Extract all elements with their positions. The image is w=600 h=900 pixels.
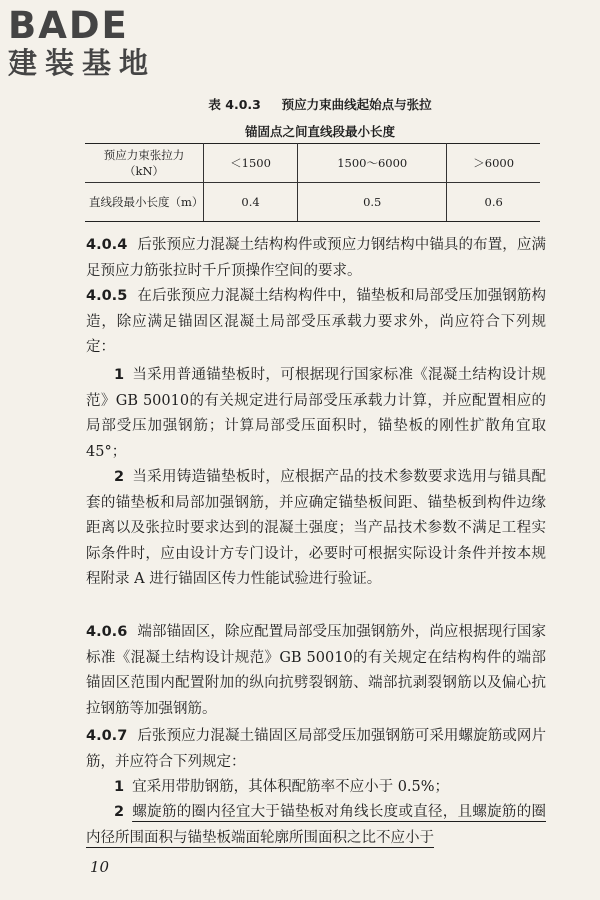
- item-text: 螺旋筋的圈内径宜大于锚垫板对角线长度或直径，且螺旋筋的圈内径所围面积与锚垫板端面轮廓所围面积之比不应小于: [86, 804, 546, 846]
- table-cell: 0.5: [298, 183, 447, 222]
- item-number: 2: [114, 469, 125, 485]
- item-text: 宜采用带肋钢筋，其体积配筋率不应小于 0.5%；: [132, 779, 450, 795]
- item-text: 当采用普通锚垫板时，可根据现行国家标准《混凝土结构设计规范》GB 50010的有关规定进行局部受压承载力计算，并应配置相应的局部受压加强钢筋；计算局部受压面积时，锚垫板的刚性扩散角宜取 45°；: [86, 367, 546, 460]
- clause-4-0-5-item-2: [86, 465, 546, 593]
- clause-number: 4.0.5: [86, 288, 128, 304]
- table-caption: [20, 95, 600, 113]
- table-row: [85, 183, 540, 222]
- clause-4-0-6: [86, 620, 546, 722]
- item-number: 2: [114, 804, 125, 820]
- table-cell: 预应力束张拉力（kN）: [85, 144, 204, 183]
- table-caption-line1: 预应力束曲线起始点与张拉: [281, 97, 432, 112]
- table-cell: 1500～6000: [298, 144, 447, 183]
- item-text: 当采用铸造锚垫板时，应根据产品的技术参数要求选用与锚具配套的锚垫板和局部加强钢筋，并应确定锚垫板间距、锚垫板到构件边缘距离以及张拉时要求达到的混凝土强度；当产品技术参数不满足工程实际条件时，应由设计方专门设计，必要时可根据实际设计条件并按本规程附录 A 进行锚固区传力性能试验进行验证。: [86, 469, 546, 587]
- clause-4-0-7-item-1: [86, 775, 546, 801]
- clause-4-0-7-item-2: [86, 800, 546, 851]
- page-number: 10: [90, 858, 110, 876]
- clause-text: 后张预应力混凝土结构构件或预应力钢结构中锚具的布置，应满足预应力筋张拉时千斤顶操作空间的要求。: [86, 237, 546, 279]
- clause-text: 端部锚固区，除应配置局部受压加强钢筋外，尚应根据现行国家标准《混凝土结构设计规范》GB 50010的有关规定在结构构件的端部锚固区范围内配置附加的纵向抗劈裂钢筋、端部抗剥裂钢筋以及偏心抗拉钢筋等加强钢筋。: [86, 624, 546, 717]
- clause-number: 4.0.4: [86, 237, 128, 253]
- spec-table: [85, 143, 540, 222]
- item-number: 1: [114, 367, 125, 383]
- clause-4-0-7: [86, 724, 546, 775]
- item-number: 1: [114, 779, 125, 795]
- table-row: [85, 144, 540, 183]
- logo: [8, 6, 178, 80]
- table-caption-line2: 锚固点之间直线段最小长度: [244, 124, 395, 139]
- table-cell: 直线段最小长度（m）: [85, 183, 204, 222]
- table-cell: 0.6: [447, 183, 540, 222]
- clause-number: 4.0.6: [86, 624, 128, 640]
- logo-brand: BADE: [8, 4, 129, 47]
- clause-4-0-5: [86, 284, 546, 361]
- clause-4-0-4: [86, 233, 546, 284]
- table-cell: ＜1500: [204, 144, 298, 183]
- clause-number: 4.0.7: [86, 728, 128, 744]
- clause-4-0-5-item-1: [86, 363, 546, 465]
- clause-text: 后张预应力混凝土锚固区局部受压加强钢筋可采用螺旋筋或网片筋，并应符合下列规定：: [86, 728, 546, 770]
- logo-subtitle: 建装基地: [8, 46, 157, 80]
- table-cell: ＞6000: [447, 144, 540, 183]
- clause-text: 在后张预应力混凝土结构构件中，锚垫板和局部受压加强钢筋构造，除应满足锚固区混凝土局部受压承载力要求外，尚应符合下列规定：: [86, 288, 546, 355]
- table-caption-number: 表 4.0.3: [208, 97, 261, 112]
- table-cell: 0.4: [204, 183, 298, 222]
